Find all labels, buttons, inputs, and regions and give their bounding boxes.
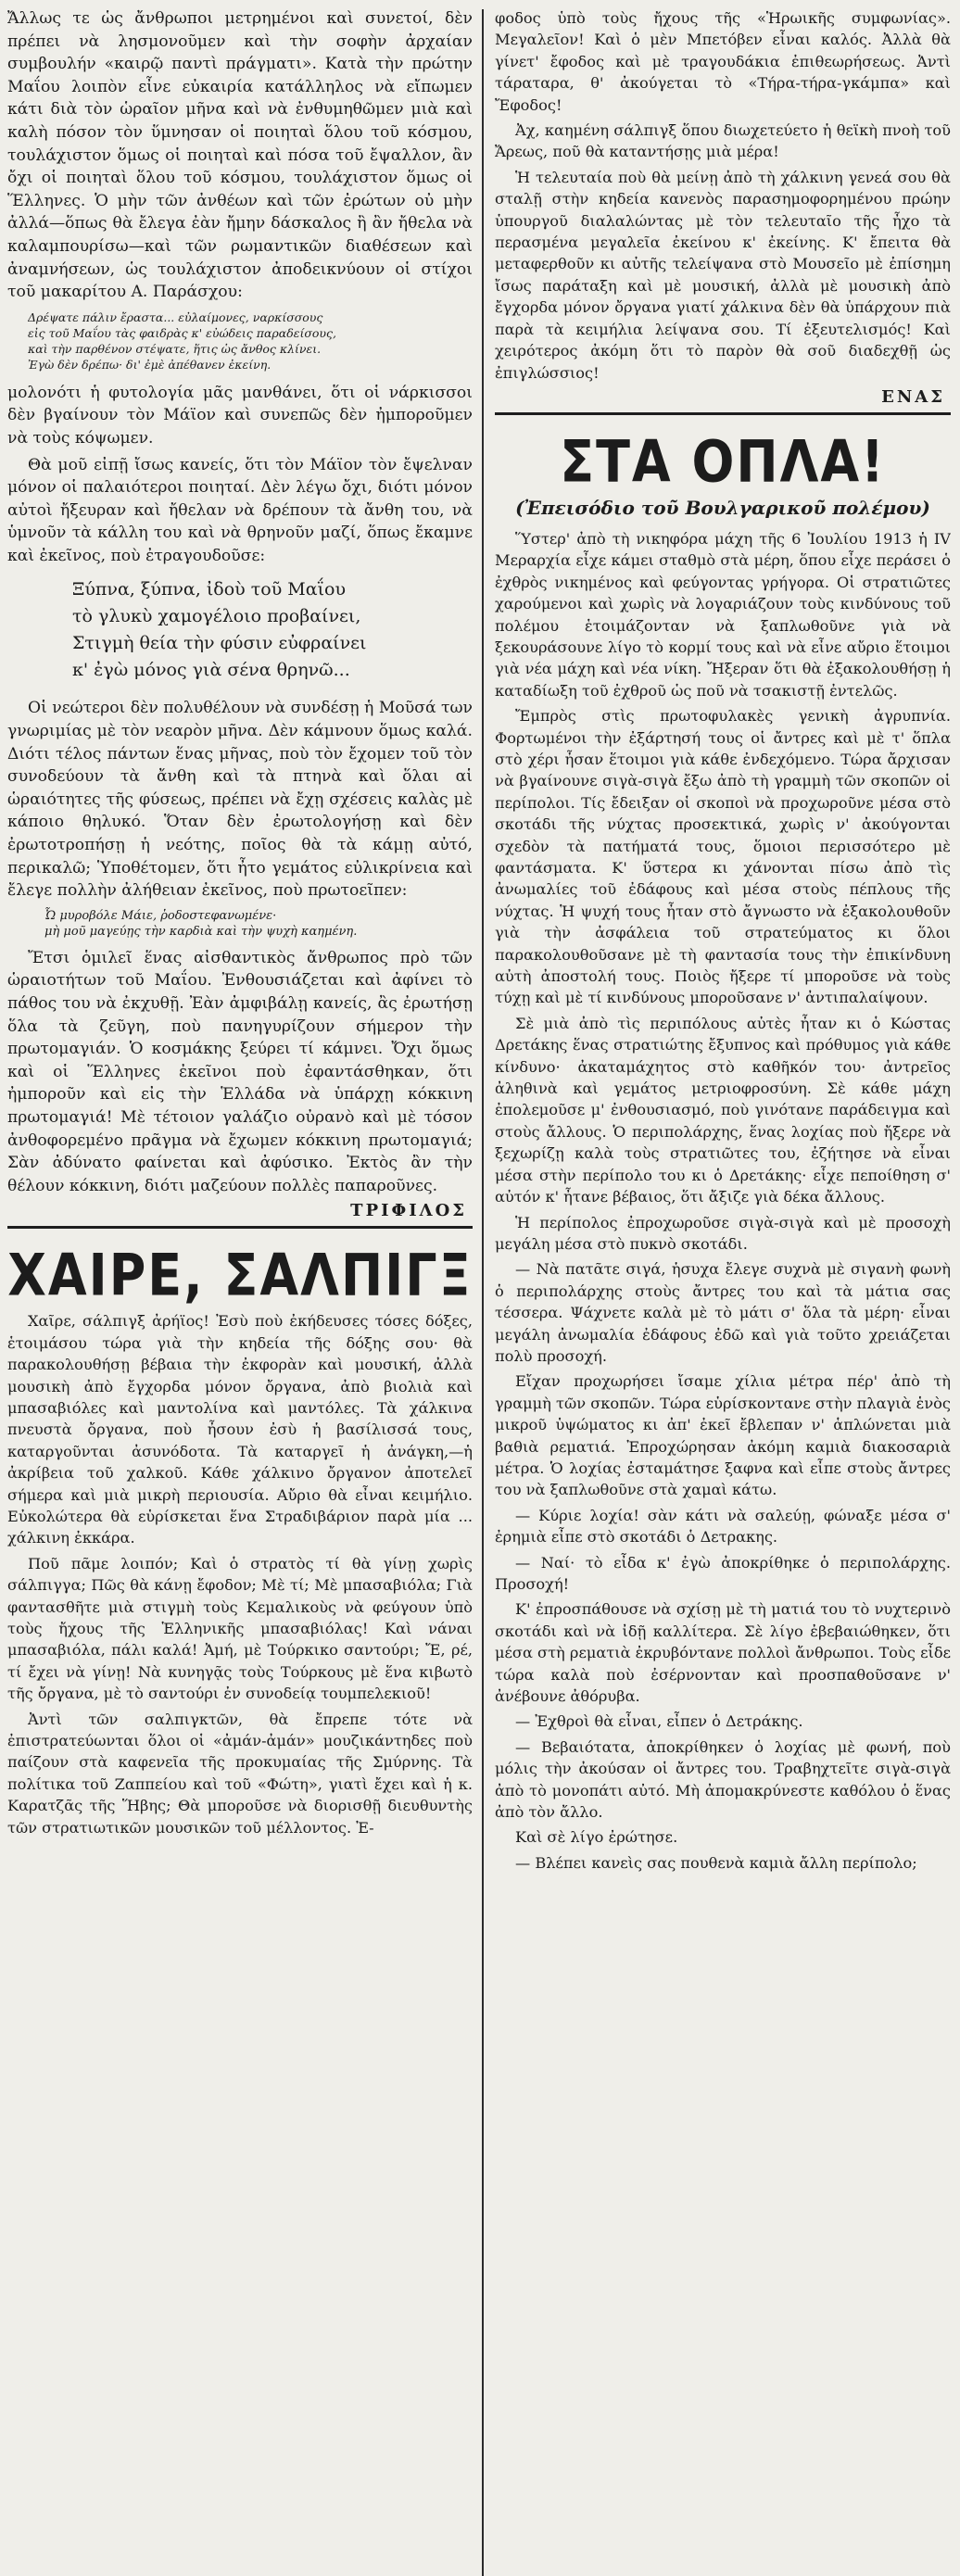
body-paragraph: φοδος ὑπὸ τοὺς ἤχους τῆς «Ἡρωικῆς συμφωνίας». Μεγαλεῖον! Καὶ ὁ μὲν Μπετόβεν εἶναι καλός. Ἀλλὰ θὰ γίνετ' ἔφοδος καὶ μὲ τραγουδάκια ἐπιθεωρήσεως. Ἀντὶ τάραταρα, θ' ἀκούγεται τὸ «Τήρα-τήρα-γκάμπα» καὶ Ἔφοδος!: [495, 9, 951, 114]
story-subtitle: (Ἐπεισόδιο τοῦ Βουλγαρικοῦ πολέμου): [515, 496, 930, 519]
intro-paragraph: Ἄλλως τε ὡς ἄνθρωποι μετρημένοι καὶ συνετοί, δὲν πρέπει νὰ λησμονοῦμεν καὶ τὴν σοφὴν ἀρχαίαν συμβουλήν «καιρῷ παντὶ πράγματι». Κατὰ τὴν πρώτην Μαΐου λοιπὸν εἶνε εὐκαιρία κατάλληλος νὰ εἴπωμεν κάτι διὰ τὸν ὡραῖον μῆνα καὶ νὰ ἐνθυμηθῶμεν μιὰ καὶ καλὴ πόσον τὸν ὕμνησαν οἱ ποιηταὶ ὅλου τοῦ κόσμου, τουλάχιστον ὅμως οἱ ποιηταὶ καὶ πόσα τοῦ ἔψαλλον, ἂν ὄχι οἱ ποιηταὶ ὅλου τοῦ κόσμου, τουλάχιστον ὅμως οἱ Ἕλληνες. Ὁ μὴν τῶν ἀνθέων καὶ τῶν ἐρώτων οὐ μὴν ἀλλά—ὅπως θὰ ἔλεγα ἐὰν ἤμην δάσκαλος ἢ ἂν ἤθελα νὰ καλαμπουρίσω—καὶ τῶν ρωμαντικῶν διαθέσεων καὶ ἀναμνήσεων, ὡς τουλάχιστον ἀποδεικνύουν οἱ στίχοι τοῦ μακαρίτου Α. Παράσχου:: [7, 9, 473, 302]
story-header: [495, 412, 951, 496]
story-paragraph: — Βλέπει κανεὶς σας πουθενὰ καμιὰ ἄλλη περίπολο;: [515, 1853, 917, 1872]
left-column: [7, 7, 482, 2576]
story-title: ΣΤΑ ΟΠΛΑ!: [560, 428, 886, 496]
body-paragraph: Ποῦ πᾶμε λοιπόν; Καὶ ὁ στρατὸς τί θὰ γίνῃ χωρὶς σάλπιγγα; Πῶς θὰ κάνῃ ἔφοδον; Μὲ τί; Μὲ μπασαβιόλα; Γιὰ φαντασθῆτε μιὰ στιγμὴ τοὺς Κεμαλικοὺς νὰ φεύγουν ὑπὸ τοὺς ἤχους τῆς Ἑλληνικῆς μπασαβιόλας! Καὶ νάναι μπασαβιόλα, πάλι καλά! Ἀμή, μὲ Τούρκικο σαντούρι; Ἔ, ρέ, τί ἔχει νὰ γίνῃ! Νὰ κυνηγᾷς τοὺς Τούρκους μὲ ἕνα κιβωτὸ τῆς ὄργανα, μὲ τὸ σαντούρι ἐν συνοδείᾳ τουμπελεκιοῦ!: [7, 1554, 473, 1703]
story-paragraph: — Ναί· τὸ εἶδα κ' ἐγὼ ἀποκρίθηκε ὁ περιπολάρχης. Προσοχή!: [495, 1553, 951, 1593]
verse-line: κ' ἐγὼ μόνος γιὰ σένα θρηνῶ...: [72, 660, 350, 681]
story-paragraph: — Βεβαιότατα, ἀποκρίθηκεν ὁ λοχίας μὲ φωνή, ποὺ μόλις τὴν ἀκούσαν οἱ ἄντρες του. Τραβηχτεῖτε σιγὰ-σιγὰ ἀπὸ τὸ μονοπάτι αὐτό. Μὴ ἀπομακρύνεστε καθόλου ὁ ἕνας ἀπὸ τὸν ἄλλο.: [495, 1737, 951, 1822]
body-paragraph: Ἀχ, καημένη σάλπιγξ ὅπου διωχετεύετο ἡ θεϊκὴ πνοὴ τοῦ Ἄρεως, ποῦ θὰ καταντήσῃς μιὰ μέρα!: [495, 121, 951, 161]
story-paragraph: Καὶ σὲ λίγο ἐρώτησε.: [515, 1828, 678, 1847]
story-paragraph: Κ' ἐπροσπάθουσε νὰ σχίσῃ μὲ τὴ ματιά του τὸ νυχτερινὸ σκοτάδι καὶ νὰ ἰδῇ καλλίτερα. Σὲ λίγο ἐβεβαιώθηκεν, ὅτι μέσα στὴ ρεματιὰ ἐκρυβόντανε πολλοὶ ἄνθρωποι. Τοὺς εἶδε τώρα καλὰ ποὺ ἐσέρνονταν καὶ προσπαθοῦσανε ν' ἀνέβουνε ἀθόρυβα.: [495, 1600, 951, 1706]
quote-line: Ὦ μυροβόλε Μάιε, ῥοδοστεφανωμένε·: [44, 908, 277, 923]
story-paragraph: — Νὰ πατᾶτε σιγά, ἡσυχα ἔλεγε συχνὰ μὲ σιγανὴ φωνὴ ὁ περιπολάρχης στοὺς ἄντρες του καὶ τὰ μάτια σας τέσσερα. Ψάχνετε καλὰ μὲ τὸ μάτι σ' ὅλα τὰ μέρη· εἶναι μεγάλη ἀνωμαλία ἐδάφους ἐδῶ καὶ γιὰ τοῦτο χρειάζεται πολὺ προσοχή.: [495, 1260, 951, 1365]
story-paragraph: Ἔμπρὸς στὶς πρωτοφυλακὲς γενικὴ ἀγρυπνία. Φορτωμένοι τὴν ἐξάρτησή τους οἱ ἄντρες καὶ μὲ τ' ὅπλα στὸ χέρι ἦσαν ἕτοιμοι γιὰ κάθε ἐνδεχόμενο. Τώρα ἄρχισαν νὰ βγαίνουνε σιγὰ-σιγὰ ἔξω ἀπὸ τὴ γραμμὴ τῶν σκοπῶν οἱ περίπολοι. Τίς ἔδειξαν οἱ σκοποὶ νὰ προχωροῦνε μέσα στὸ σκοτάδι τῆς νύχτας προσεκτικά, χωρὶς ν' ἀκούγονται σχεδὸν τὰ πατήματά τους, ὅμοιοι περισσότερο μὲ φαντάσματα. Κ' ὕστερα κι χάνονται πίσω ἀπὸ τὶς ἀνωμαλίες τοῦ ἐδάφους καὶ μέσα στοὺς πέπλους τῆς νύχτας. Ἡ ψυχή τους ἦταν στὸ ἄγνωστο νὰ ἐξακολουθοῦν γιὰ τὴν ἀσφάλεια τοῦ στρατεύματος κι ὅλοι παρακολουθοῦσανε μὲ τὴ φαντασία τους τὴν ἐπικίνδυνη αὐτὴ ἀποστολή τους. Ποιὸς ἤξερε τί μποροῦσε νὰ τοὺς τύχῃ καὶ μὲ τί κινδύνους μποροῦσανε ν' ἀντιπαλαίψουν.: [495, 707, 951, 1007]
author-signature: ΤΡΙΦΙΛΟΣ: [350, 1201, 467, 1221]
body-paragraph: Θὰ μοῦ εἰπῇ ἴσως κανείς, ὅτι τὸν Μάϊον τὸν ἔψελναν μόνον οἱ παλαιότεροι ποιηταί. Δὲν λέγω ὄχι, διότι μόνον αὐτοὶ ἤξευραν καὶ ἤθελαν νὰ δρέπουν τὰ ἄνθη του, νὰ ὑμνοῦν τὰ κάλλη του καὶ νὰ θρηνοῦν μαζί, ὅπως ἔκαμνε καὶ ἐκεῖνος, ποὺ ἐτραγουδοῦσε:: [7, 455, 473, 565]
body-paragraph: Ἔτσι ὁμιλεῖ ἕνας αἰσθαντικὸς ἄνθρωπος πρὸ τῶν ὡραιοτήτων τοῦ Μαΐου. Ἐνθουσιάζεται καὶ ἀφίνει τὸ πάθος του νὰ ἐκχυθῇ. Ἐὰν ἀμφιβάλῃ κανείς, ἂς ἐρωτήσῃ ὅλα τὰ ζεῦγη, ποὺ πανηγυρίζουν σήμερον τὴν πρωτομαγιάν. Ὁ κοσμάκης ξεύρει τί κάμνει. Ὄχι ὅμως καὶ οἱ Ἕλληνες ἐκεῖνοι ποὺ ἐφαντάσθηκαν, ὅτι ἠμποροῦν καὶ εἰς τὴν Ἑλλάδα νὰ ὑπάρχῃ κόκκινη πρωτομαγιά! Μὲ τέτοιον γαλάζιο οὐρανὸ καὶ μὲ τόσον ἀνθοφορεμένο πρᾶγμα νὰ ἔχωμεν κόκκινη πρωτομαγιά; Σὰν ἀδύνατο φαίνεται καὶ ἀφύσικο. Ἐκτὸς ἂν τὴν θέλουν κόκκινη, διότι μαζεύουν πολλὲς παπαροῦνες.: [7, 948, 473, 1195]
section-title: ΧΑΙΡΕ, ΣΑΛΠΙΓΞ: [7, 1242, 473, 1309]
parashos-poem: [28, 309, 473, 373]
story-paragraph: Σὲ μιὰ ἀπὸ τὶς περιπόλους αὐτὲς ἦταν κι ὁ Κώστας Δρετάκης ἕνας στρατιώτης ἔξυπνος καὶ πρόθυμος γιὰ κάθε κίνδυνο· ἀκαταμάχητος στὸ καθῆκόν του· ἀντρεῖος ἀληθινὰ καὶ γεμάτος μετριοφροσύνη. Σὲ κάθε μάχη ἐπολεμοῦσε μ' ἐνθουσιασμό, ποὺ γινότανε παράδειγμα καὶ στοὺς ἄλλους. Ὁ περιπολάρχης, ἕνας λοχίας ποὺ ἤξερε νὰ ξεχωρίζῃ καλὰ τοὺς στρατιῶτες του, ἐζήτησε νὰ εἶναι μέσα στὴν περίπολο του κι ὁ Δρετάκης· εἶχε πεποίθηση σ' αὐτόν κ' ἦτανε βέβαιος, ὅτι ἄξιζε γιὰ δέκα ἄλλους.: [495, 1014, 951, 1206]
story-paragraph: — Κύριε λοχία! σὰν κάτι νὰ σαλεύῃ, φώναξε μέσα σ' ἐρημιὰ εἶπε στὸ σκοτάδι ὁ Δετρακης.: [495, 1506, 951, 1547]
quote-line: μὴ μοῦ μαγεύῃς τὴν καρδιὰ καὶ τὴν ψυχὴ καημένη.: [44, 924, 358, 939]
signature: ΕΝΑΣ: [881, 386, 945, 407]
story-paragraph: Ὕστερ' ἀπὸ τὴ νικηφόρα μάχη τῆς 6 Ἰουλίου 1913 ἡ IV Μεραρχία εἶχε κάμει σταθμὸ στὰ μέρη, ὅπου εἶχε περάσει ὁ ἐχθρὸς νικημένος καὶ φεύγοντας γρήγορα. Οἱ στρατιῶτες χαρούμενοι καὶ χωρὶς νὰ λογαριάζουν τοὺς κινδύνους τοῦ πολέμου ἑτοιμάζονταν νὰ ξαπλωθοῦνε γιὰ νὰ ξεκουράσουνε λίγο τὸ κορμί τους καὶ νὰ εἶνε αὔριο ἕτοιμοι γιὰ νέα μάχη καὶ νέα νίκη. Ἤξεραν ὅτι θὰ ἐξακολουθήσῃ ἡ καταδίωξη τοῦ ἐχθροῦ ὡς ποῦ νὰ τσακιστῇ ἐντελῶς.: [495, 529, 951, 700]
verse-line: Ξύπνα, ξύπνα, ἰδοὺ τοῦ Μαΐου: [72, 579, 347, 600]
verse-line: Στιγμὴ θεία τὴν φύσιν εὐφραίνει: [72, 633, 367, 654]
body-paragraph: Ἀντὶ τῶν σαλπιγκτῶν, θὰ ἔπρεπε τότε νὰ ἐπιστρατεύωνται ὅλοι οἱ «ἀμάν-ἀμάν» μουζικάντηδες ποὺ παίζουν στὰ καφενεῖα τῆς προκυμαίας τῆς Σμύρνης. Τὰ πολίτικα τοῦ Ζαππείου καὶ τοῦ «Φώτη», γιατὶ ἔχει καὶ ἡ κ. Καρατζᾶς τῆς Ἥβης; Θὰ μποροῦσε νὰ διορισθῇ διευθυντὴς τῶν στρατιωτικῶν μουσικῶν τοῦ μέλλοντος. Ἐ-: [7, 1710, 473, 1837]
section-header: [7, 1226, 473, 1309]
poem-line: Δρέψατε πάλιν ἔραστα... εὐλαίμονες, ναρκίσσους: [28, 309, 323, 324]
poem-line: εἰς τοῦ Μαΐου τὰς φαιδρὰς κ' εὐώδεις παραδείσους,: [28, 325, 336, 340]
right-column: [484, 7, 951, 2576]
body-paragraph: Ἡ τελευταία ποὺ θὰ μείνῃ ἀπὸ τὴ χάλκινη γενεά σου θὰ σταλῇ στὴν κηδεία κανενὸς παρασημοφορημένου πρώην ὑπουργοῦ διαλαλώντας μὲ τὸν τελευταῖο τῆς ἦχο τὰ περασμένα μεγαλεῖα ἐκείνου κ' ἐκείνης. Κ' ἔπειτα θὰ μεταφερθοῦν κι αὐτῆς τελείψανα στὸ Μουσεῖο μὲ ἐπίσημη ἴσως παράταξη καὶ μὲ μουσική, ἀλλὰ μὲ μουσικὴ ἀπὸ ἔγχορδα μόνον ὄργανα γιατί χάλκινα δὲν θὰ ὑπάρχουν πιὰ παρὰ τὰ κειμήλια λείψανα σου. Τί ἐξευτελισμός! Καὶ χειρότερος ἀκόμη ὅτι τὸ παρὸν θὰ σοῦ διαδεχθῇ ὡς ἐπιγλώσσιος!: [495, 168, 951, 382]
story-paragraph: Εἴχαν προχωρήσει ἴσαμε χίλια μέτρα πέρ' ἀπὸ τὴ γραμμὴ τῶν σκοπῶν. Τώρα εὑρίσκοντανε στὴν πλαγιὰ ἑνὸς μικροῦ ὑψώματος κι ἀπ' ἐκεῖ ἔβλεπαν ν' ἁπλώνεται μιὰ βαθιὰ ρεματιά. Ἐπροχώρησαν ἀκόμη καμιὰ διακοσαριὰ μέτρα. Ὁ λοχίας ἐσταμάτησε ξαφνα καὶ εἶπε στοὺς ἄντρες του νὰ ξαπλωθοῦνε στὰ χαμαὶ κάτω.: [495, 1372, 951, 1499]
poem-line: Ἐγὼ δὲν δρέπω· δι' ἐμὲ ἀπέθανεν ἐκείνη.: [28, 357, 272, 372]
body-paragraph: Χαῖρε, σάλπιγξ ἀρήϊος! Ἐσὺ ποὺ ἐκήδευσες τόσες δόξες, ἑτοιμάσου τώρα γιὰ τὴν κηδεία τῆς δόξης σου· θὰ παρακολουθήσῃ βέβαια τὴν ἐκφορὰν καὶ μουσική, ἀλλὰ μουσικὴ ἀπὸ ἔγχορδα μόνον ὄργανα, ἀπὸ βιολιὰ καὶ μπασαβιόλες καὶ μαντολίνα καὶ μαντόλες. Τὰ χάλκινα πνευστὰ ὄργανα, ποὺ ἦσουν ἐσὺ ἡ βασίλισσά τους, καταργοῦνται ἀσυνόδοτα. Τὰ καταργεῖ ἡ ἀνάγκη,—ἡ ἀκρίβεια τοῦ χαλκοῦ. Κάθε χάλκινο ὄργανον ἀποτελεῖ σήμερα καὶ μιὰ μικρὴ περιουσία. Αὔριο θὰ εἶναι κειμήλιο. Εὐκολώτερα θὰ εὑρίσκεται ἕνα Στραδιβάριον παρὰ μία ... χάλκινη ἐκκάρα.: [7, 1312, 473, 1547]
body-paragraph: Οἱ νεώτεροι δὲν πολυθέλουν νὰ συνδέσῃ ἡ Μοῦσά των γνωριμίας μὲ τὸν νεαρὸν μῆνα. Δὲν κάμνουν ὅμως καλά. Διότι τέλος πάντων ἕνας μῆνας, ποὺ τὸν ἔχομεν τοῦ τὸν συνοδεύουν τὰ ἄνθη καὶ τὰ πτηνὰ καὶ ὅλαι αἱ ὡραιότητες τῆς φύσεως, πρέπει νὰ ἔχῃ σχέσεις καλὰς μὲ κάποιο θηλυκό. Ὅταν δὲν ἐρωτολογήσῃ καὶ δὲν ἐρωτοτροπήσῃ ἡ νεότης, ποῖος θὰ τὰ κάμῃ αὐτό, περικαλῶ; Ὑποθέτομεν, ὅτι ἦτο γεμάτος εὐλικρίνεια καὶ ἔλεγε πολλὴν ἀλήθειαν ἐκεῖνος, ποὺ πρωτοεῖπεν:: [7, 699, 473, 901]
story-paragraph: — Ἐχθροὶ θὰ εἶναι, εἶπεν ὁ Δετράκης.: [515, 1712, 803, 1731]
verse-line: τὸ γλυκὺ χαμογέλοιο προβαίνει,: [72, 606, 361, 627]
song-verse: [72, 576, 473, 684]
quoted-verse: [44, 908, 473, 940]
body-paragraph: μολονότι ἡ φυτολογία μᾶς μανθάνει, ὅτι οἱ νάρκισσοι δὲν βγαίνουν τὸν Μάϊον καὶ συνεπῶς δὲν ἠμποροῦμεν νὰ τοὺς κόψωμεν.: [7, 383, 473, 448]
poem-line: καὶ τὴν παρθένον στέψατε, ἥτις ὡς ἄνθος κλίνει.: [28, 341, 322, 356]
story-paragraph: Ἡ περίπολος ἐπροχωροῦσε σιγὰ-σιγὰ καὶ μὲ προσοχὴ μεγάλη μέσα στὸ πυκνὸ σκοτάδι.: [495, 1213, 951, 1253]
